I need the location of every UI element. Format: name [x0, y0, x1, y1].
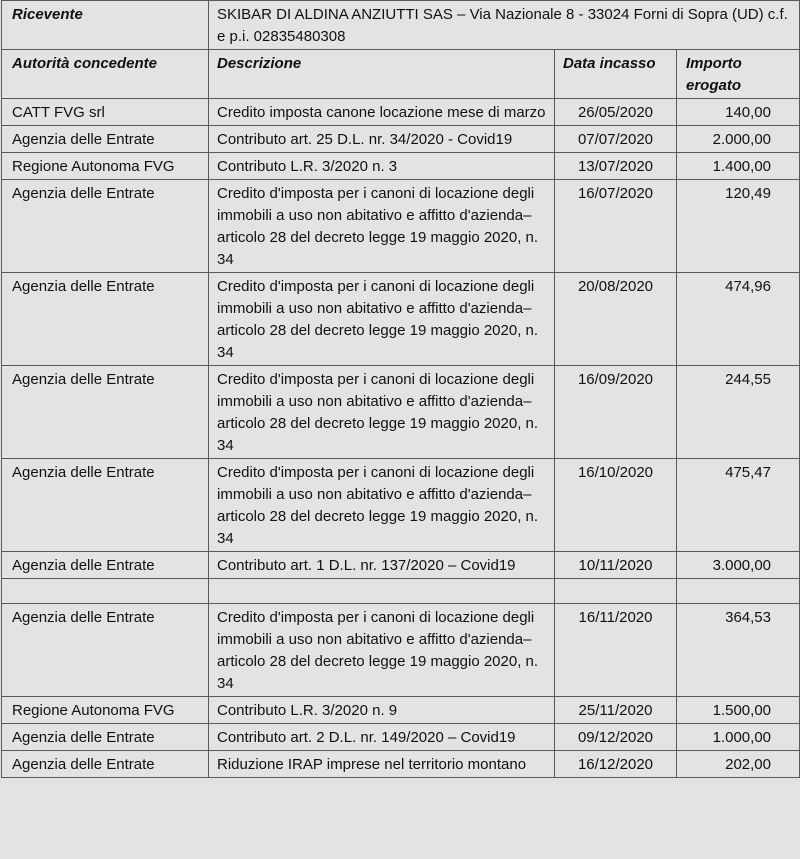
cell-description: Contributo L.R. 3/2020 n. 9: [209, 697, 555, 724]
cell-description: Contributo art. 2 D.L. nr. 149/2020 – Covid19: [209, 724, 555, 751]
cell-amount: 244,55: [677, 366, 800, 459]
cell-date: 16/07/2020: [555, 180, 677, 273]
table-row: [2, 552, 800, 579]
cell-date: 16/11/2020: [555, 604, 677, 697]
cell-authority: Agenzia delle Entrate: [2, 751, 209, 778]
cell-authority: Agenzia delle Entrate: [2, 724, 209, 751]
header-amount: Importo erogato: [677, 50, 800, 99]
cell-amount: 474,96: [677, 273, 800, 366]
cell-description: Credito d'imposta per i canoni di locazione degli immobili a uso non abitativo e affitto d'azienda–articolo 28 del decreto legge 19 maggio 2020, n. 34: [209, 604, 555, 697]
cell-description: Contributo art. 25 D.L. nr. 34/2020 - Covid19: [209, 126, 555, 153]
cell-authority: Agenzia delle Entrate: [2, 552, 209, 579]
table-row: [2, 99, 800, 126]
cell-description: Credito d'imposta per i canoni di locazione degli immobili a uso non abitativo e affitto d'azienda–articolo 28 del decreto legge 19 maggio 2020, n. 34: [209, 459, 555, 552]
cell-authority: Regione Autonoma FVG: [2, 153, 209, 180]
cell-authority: [2, 579, 209, 604]
cell-date: 20/08/2020: [555, 273, 677, 366]
recipient-value: SKIBAR DI ALDINA ANZIUTTI SAS – Via Nazionale 8 - 33024 Forni di Sopra (UD) c.f. e p.i. 02835480308: [209, 1, 800, 50]
cell-date: 16/12/2020: [555, 751, 677, 778]
cell-amount: 120,49: [677, 180, 800, 273]
header-description: Descrizione: [209, 50, 555, 99]
table-row: [2, 579, 800, 604]
cell-amount: 1.400,00: [677, 153, 800, 180]
header-authority: Autorità concedente: [2, 50, 209, 99]
cell-description: Contributo art. 1 D.L. nr. 137/2020 – Covid19: [209, 552, 555, 579]
table-row: [2, 697, 800, 724]
cell-authority: Agenzia delle Entrate: [2, 126, 209, 153]
cell-amount: 140,00: [677, 99, 800, 126]
cell-description: Contributo L.R. 3/2020 n. 3: [209, 153, 555, 180]
cell-date: 13/07/2020: [555, 153, 677, 180]
cell-authority: Agenzia delle Entrate: [2, 273, 209, 366]
cell-authority: Agenzia delle Entrate: [2, 366, 209, 459]
header-date: Data incasso: [555, 50, 677, 99]
cell-amount: 2.000,00: [677, 126, 800, 153]
recipient-label: Ricevente: [2, 1, 209, 50]
table-row: [2, 153, 800, 180]
cell-date: 16/09/2020: [555, 366, 677, 459]
cell-authority: Agenzia delle Entrate: [2, 459, 209, 552]
cell-date: 26/05/2020: [555, 99, 677, 126]
cell-authority: Agenzia delle Entrate: [2, 604, 209, 697]
cell-amount: 202,00: [677, 751, 800, 778]
cell-amount: 364,53: [677, 604, 800, 697]
cell-description: Credito d'imposta per i canoni di locazione degli immobili a uso non abitativo e affitto d'azienda–articolo 28 del decreto legge 19 maggio 2020, n. 34: [209, 273, 555, 366]
cell-date: 09/12/2020: [555, 724, 677, 751]
recipient-row: [2, 1, 800, 50]
table-row: [2, 724, 800, 751]
cell-date: 16/10/2020: [555, 459, 677, 552]
cell-authority: CATT FVG srl: [2, 99, 209, 126]
table-row: [2, 604, 800, 697]
table-row: [2, 180, 800, 273]
grants-table: [1, 0, 800, 778]
table-row: [2, 273, 800, 366]
cell-amount: 1.000,00: [677, 724, 800, 751]
cell-amount: 3.000,00: [677, 552, 800, 579]
cell-date: 25/11/2020: [555, 697, 677, 724]
table-row: [2, 126, 800, 153]
table-row: [2, 459, 800, 552]
cell-authority: Regione Autonoma FVG: [2, 697, 209, 724]
header-row: [2, 50, 800, 99]
cell-amount: 1.500,00: [677, 697, 800, 724]
cell-description: Riduzione IRAP imprese nel territorio montano: [209, 751, 555, 778]
cell-date: [555, 579, 677, 604]
cell-date: 10/11/2020: [555, 552, 677, 579]
cell-date: 07/07/2020: [555, 126, 677, 153]
cell-description: Credito d'imposta per i canoni di locazione degli immobili a uso non abitativo e affitto d'azienda–articolo 28 del decreto legge 19 maggio 2020, n. 34: [209, 180, 555, 273]
cell-description: Credito d'imposta per i canoni di locazione degli immobili a uso non abitativo e affitto d'azienda–articolo 28 del decreto legge 19 maggio 2020, n. 34: [209, 366, 555, 459]
table-row: [2, 366, 800, 459]
cell-description: Credito imposta canone locazione mese di marzo: [209, 99, 555, 126]
cell-amount: [677, 579, 800, 604]
cell-authority: Agenzia delle Entrate: [2, 180, 209, 273]
table-row: [2, 751, 800, 778]
cell-description: [209, 579, 555, 604]
cell-amount: 475,47: [677, 459, 800, 552]
